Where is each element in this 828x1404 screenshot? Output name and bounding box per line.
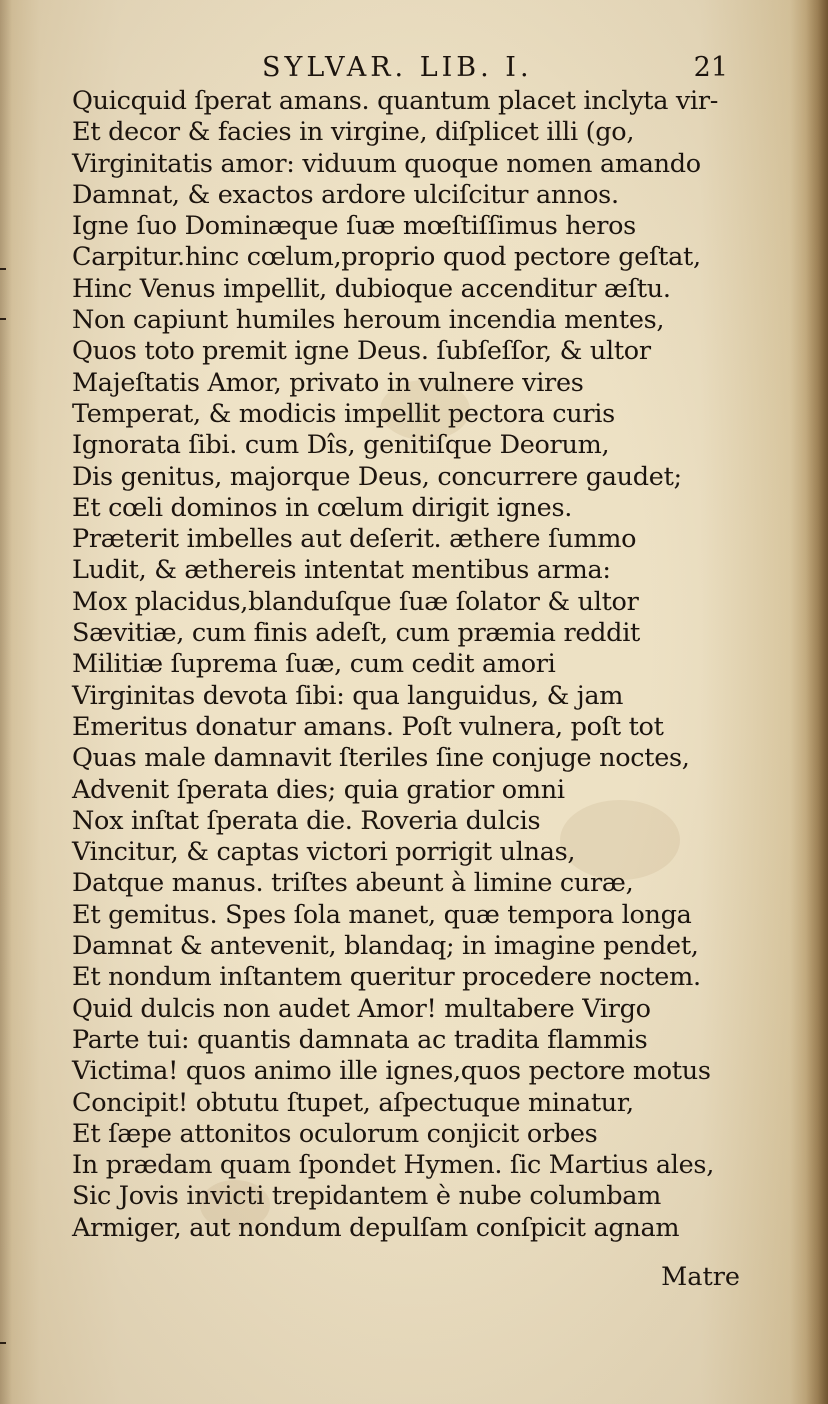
- verse-line: Præterit imbelles aut deſerit. æthere ſummo: [72, 524, 637, 555]
- verse-line: Majeſtatis Amor, privato in vulnere vires: [72, 367, 584, 398]
- verse-line: Quid dulcis non audet Amor! multabere Virgo: [72, 993, 651, 1024]
- verse-line: Igne ſuo Dominæque ſuæ mœſtiſſimus heros: [72, 211, 636, 242]
- verse-line: Parte tui: quantis damnata ac tradita flammis: [72, 1024, 648, 1055]
- verse-line: Quas male damnavit ſteriles ſine conjuge noctes,: [72, 743, 690, 774]
- verse-line: Armiger, aut nondum depulſam conſpicit agnam: [72, 1212, 680, 1243]
- verse-line: In prædam quam ſpondet Hymen. ſic Martius ales,: [72, 1150, 715, 1181]
- verse-line: Carpitur.hinc cœlum,proprio quod pectore geſtat,: [72, 242, 701, 273]
- verse-line: Mox placidus,blanduſque ſuæ ſolator & ultor: [72, 586, 639, 617]
- catchword: Matre: [661, 1262, 740, 1292]
- verse-line: Et ſæpe attonitos oculorum conjicit orbes: [72, 1118, 598, 1149]
- verse-line: Quicquid ſperat amans. quantum placet inclyta vir-: [72, 86, 719, 116]
- verse-line: Temperat, & modicis impellit pectora curis: [72, 398, 615, 429]
- page-edge-shadow: [806, 0, 828, 1404]
- verse-line: Sic Jovis invicti trepidantem è nube columbam: [72, 1181, 662, 1212]
- verse-line: Ignorata ſibi. cum Dîs, genitiſque Deorum,: [72, 430, 610, 461]
- verse-line: Non capiunt humiles heroum incendia mentes,: [72, 305, 665, 336]
- gutter-shadow: [0, 0, 12, 1404]
- verse-line: Ludit, & æthereis intentat mentibus arma:: [72, 555, 611, 586]
- verse-line: Vincitur, & captas victori porrigit ulnas,: [72, 837, 576, 868]
- margin-mark: [0, 268, 6, 270]
- verse-line: Concipit! obtutu ſtupet, aſpectuque minatur,: [72, 1087, 634, 1118]
- verse-line: Et nondum inſtantem queritur procedere noctem.: [72, 962, 701, 993]
- margin-mark: [0, 318, 6, 320]
- verse-line: Quos toto premit igne Deus. ſubſeſſor, & ultor: [72, 336, 651, 367]
- verse-line: Damnat & antevenit, blandaq; in imagine pendet,: [72, 931, 699, 962]
- verse-text-block: [72, 86, 752, 1244]
- verse-line: Advenit ſperata dies; quia gratior omni: [72, 774, 565, 805]
- verse-line: Dis genitus, majorque Deus, concurrere gaudet;: [72, 461, 682, 492]
- verse-line: Et cœli dominos in cœlum dirigit ignes.: [72, 492, 573, 523]
- verse-line: Damnat, & exactos ardore ulciſcitur annos.: [72, 179, 619, 210]
- verse-line: Et gemitus. Spes ſola manet, quæ tempora longa: [72, 899, 692, 930]
- verse-line: Emeritus donatur amans. Poſt vulnera, poſt tot: [72, 711, 664, 742]
- page-number: 21: [693, 52, 728, 83]
- verse-line: Datque manus. triſtes abeunt à limine curæ,: [72, 868, 634, 899]
- verse-line: Virginitas devota ſibi: qua languidus, & jam: [72, 680, 624, 711]
- verse-line: Nox inſtat ſperata die. Roveria dulcis: [72, 805, 541, 836]
- verse-line: Virginitatis amor: viduum quoque nomen amando: [72, 148, 701, 179]
- verse-line: Militiæ ſuprema ſuæ, cum cedit amori: [72, 649, 556, 680]
- verse-line: Sævitiæ, cum finis adeſt, cum præmia reddit: [72, 618, 640, 649]
- margin-mark: [0, 1342, 6, 1344]
- running-title: SYLVAR. LIB. I.: [262, 52, 533, 83]
- verse-line: Victima! quos animo ille ignes,quos pectore motus: [72, 1056, 711, 1087]
- verse-line: Hinc Venus impellit, dubioque accenditur æſtu.: [72, 273, 671, 304]
- verse-line: Et decor & facies in virgine, diſplicet illi (go,: [72, 117, 635, 148]
